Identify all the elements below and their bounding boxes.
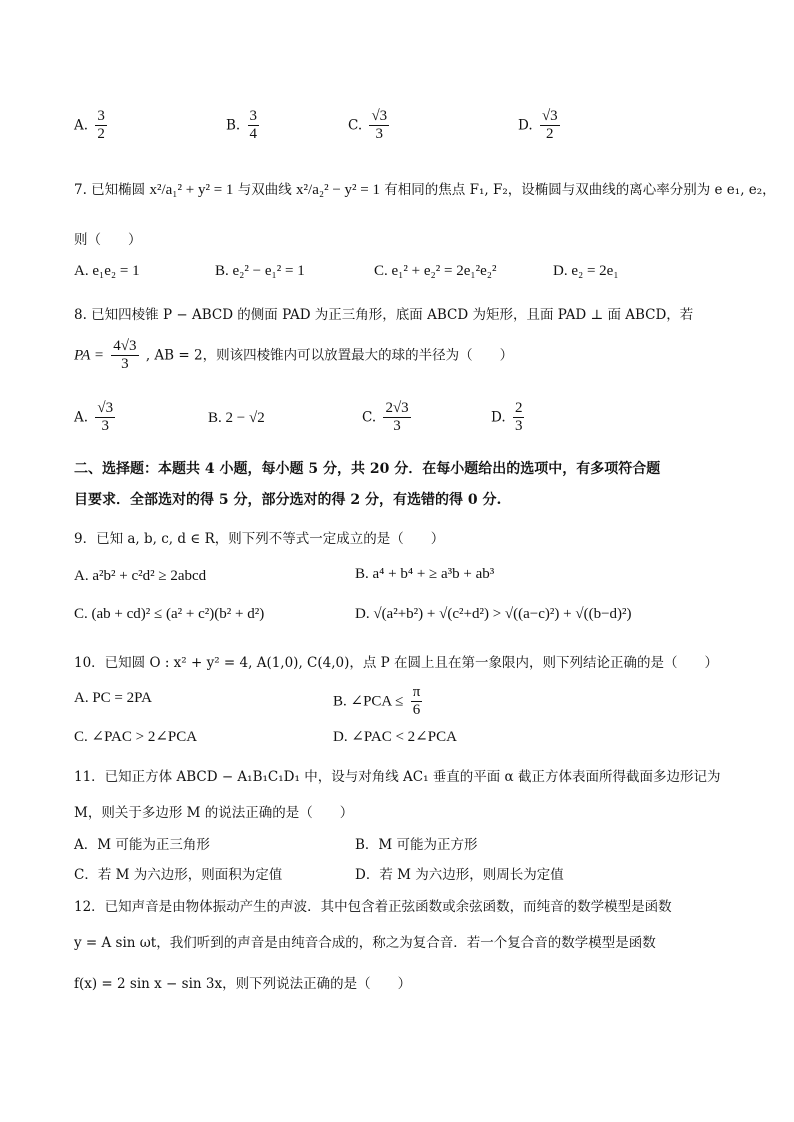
- fraction: [95, 400, 115, 436]
- denominator: 3: [101, 418, 109, 435]
- q7-stem: [74, 178, 776, 199]
- denominator: 4: [249, 126, 258, 143]
- numerator: √3: [540, 108, 560, 126]
- option-label: A.: [74, 117, 89, 134]
- q10-option-a: A. PC = 2PA: [74, 690, 152, 706]
- q7-option-b: B. e₂² − e₁² = 1: [215, 263, 305, 279]
- denominator: 3: [375, 126, 384, 143]
- q8-option-c: [362, 400, 414, 436]
- q7-ellipse: x²/a₁² + y² = 1: [149, 182, 234, 198]
- fraction: [540, 108, 560, 144]
- q8-pa: PA =: [74, 347, 104, 364]
- q6-option-b: [226, 108, 262, 144]
- q7-option-c: C. e₁² + e₂² = 2e₁²e₂²: [374, 263, 497, 279]
- q9-option-b: B. a⁴ + b⁴ + ≥ a³b + ab³: [355, 566, 495, 582]
- numerator: π: [411, 684, 423, 702]
- q9-stem: 9．已知 a, b, c, d ∈ R，则下列不等式一定成立的是（ ）: [74, 531, 445, 547]
- numerator: 3: [248, 108, 260, 126]
- numerator: 3: [95, 108, 107, 126]
- fraction: [513, 400, 525, 436]
- q7-option-a: A. e₁e₂ = 1: [74, 263, 140, 279]
- q7-hyperbola: x²/a₂² − y² = 1: [296, 182, 380, 198]
- section-heading-line2: 目要求．全部选对的得 5 分，部分选对的得 2 分，有选错的得 0 分.: [74, 492, 502, 508]
- denominator: 2: [546, 126, 554, 143]
- option-label: B.: [226, 117, 241, 134]
- option-label: D.: [518, 117, 533, 134]
- numerator: 2: [513, 400, 525, 418]
- q7-prefix: 7. 已知椭圆: [74, 182, 146, 198]
- numerator: √3: [369, 108, 389, 126]
- fraction: [369, 108, 389, 144]
- q11-option-a: A．M 可能为正三角形: [74, 837, 210, 853]
- q12-stem-line3: f(x) = 2 sin x − sin 3x，则下列说法正确的是（ ）: [74, 976, 412, 992]
- q11-option-c: C．若 M 为六边形，则面积为定值: [74, 867, 283, 883]
- q10-option-c: C. ∠PAC > 2∠PCA: [74, 729, 198, 745]
- fraction: [411, 684, 423, 720]
- q6-option-c: [348, 108, 392, 144]
- numerator: 2√3: [383, 400, 410, 418]
- denominator: 3: [514, 418, 523, 435]
- q9-option-a: A. a²b² + c²d² ≥ 2abcd: [74, 568, 207, 584]
- denominator: 2: [97, 126, 105, 143]
- q8-condition: [74, 338, 513, 374]
- q11-option-b: B．M 可能为正方形: [355, 837, 478, 853]
- q11-stem-line1: 11．已知正方体 ABCD − A₁B₁C₁D₁ 中，设与对角线 AC₁ 垂直的平面 α 截正方体表面所得截面多边形记为: [74, 769, 721, 785]
- q9-option-d: D. √(a²+b²) + √(c²+d²) > √((a−c)²) + √((b−d)²): [355, 606, 632, 622]
- q10-stem: 10．已知圆 O : x² + y² = 4, A(1,0), C(4,0)，点 P 在圆上且在第一象限内，则下列结论正确的是（ ）: [74, 655, 719, 671]
- option-label: A.: [74, 409, 89, 426]
- q11-option-d: D．若 M 为六边形，则周长为定值: [355, 867, 564, 883]
- denominator: 3: [121, 356, 129, 373]
- numerator: √3: [95, 400, 115, 418]
- option-label: C.: [362, 409, 377, 426]
- q10-option-b: [333, 684, 425, 720]
- q7-option-d: D. e₂ = 2e₁: [553, 263, 619, 279]
- fraction: [248, 108, 260, 144]
- q8-stem: 8. 已知四棱锥 P − ABCD 的侧面 PAD 为正三角形，底面 ABCD 为矩形，且面 PAD ⊥ 面 ABCD，若: [74, 307, 694, 323]
- fraction: [95, 108, 107, 144]
- q12-stem-line1: 12．已知声音是由物体振动产生的声波．其中包含着正弦函数或余弦函数，而纯音的数学模型是函数: [74, 899, 672, 915]
- section-heading-line1: 二、选择题：本题共 4 小题，每小题 5 分，共 20 分．在每小题给出的选项中，有多项符合题: [74, 461, 661, 477]
- fraction: [383, 400, 410, 436]
- option-label: B. ∠PCA ≤: [333, 693, 404, 710]
- q9-option-c: C. (ab + cd)² ≤ (a² + c²)(b² + d²): [74, 606, 265, 622]
- q6-option-a: [74, 108, 110, 144]
- q7-text: 有相同的焦点 F₁, F₂，设椭圆与双曲线的离心率分别为 e e₁, e₂，: [384, 182, 776, 198]
- q8-rest: , AB = 2，则该四棱锥内可以放置最大的球的半径为（ ）: [145, 347, 514, 364]
- denominator: 6: [412, 702, 421, 719]
- q10-option-d: D. ∠PAC < 2∠PCA: [333, 729, 457, 745]
- q6-option-d: [518, 108, 563, 144]
- q7-tail: 则（ ）: [74, 232, 142, 248]
- q7-mid: 与双曲线: [237, 182, 292, 198]
- option-label: D.: [491, 409, 506, 426]
- q8-option-a: [74, 400, 118, 436]
- numerator: 4√3: [111, 338, 138, 356]
- q11-stem-line2: M，则关于多边形 M 的说法正确的是（ ）: [74, 805, 354, 821]
- fraction: [111, 338, 138, 374]
- q12-stem-line2: y = A sin ωt，我们听到的声音是由纯音合成的，称之为复合音．若一个复合音的数学模型是函数: [74, 935, 656, 951]
- q8-option-d: [491, 400, 527, 436]
- denominator: 3: [393, 418, 401, 435]
- q8-option-b: B. 2 − √2: [208, 410, 265, 426]
- option-label: C.: [348, 117, 363, 134]
